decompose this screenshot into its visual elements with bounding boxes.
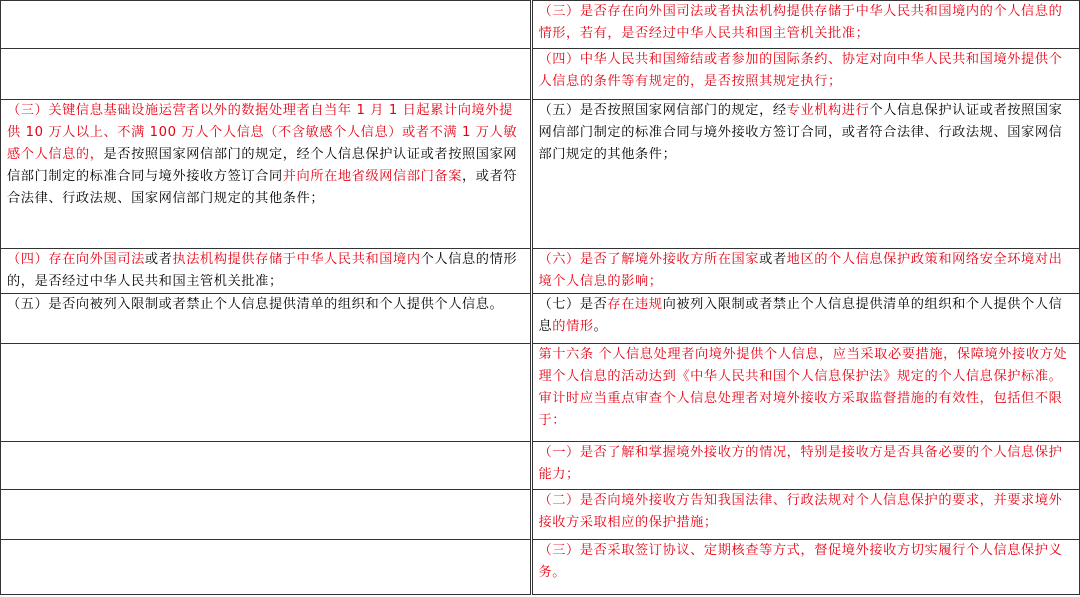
table-row [1, 442, 1080, 490]
table-body [1, 1, 1080, 595]
text-segment: （四）存在向外国司法 [7, 252, 145, 267]
text-segment: （四）中华人民共和国缔结或者参加的国际条约、协定对向中华人民共和国境外提供个人信息的条件等有规定的，是否按照其规定执行； [538, 52, 1063, 89]
old-provision-cell [1, 344, 532, 442]
table-row [1, 1, 1080, 49]
text-segment: （二）是否向境外接收方告知我国法律、行政法规对个人信息保护的要求，并要求境外接收方采取相应的保护措施； [538, 493, 1063, 530]
text-segment: （五）是否向被列入限制或者禁止个人信息提供清单的组织和个人提供个人信息。 [7, 297, 504, 312]
new-provision-cell [532, 249, 1080, 294]
old-provision-cell [1, 1, 532, 49]
text-segment: ，或者符合法律、行政法规、国家网信部门规定的其他条件； [7, 169, 518, 206]
text-segment: （六）是否了解境外接收方所在国家 [538, 252, 760, 267]
text-segment: 的情形 [552, 319, 594, 334]
new-provision-cell [532, 294, 1080, 344]
text-segment: 专业机构进行 [786, 103, 870, 118]
table-row [1, 294, 1080, 344]
text-segment: 是否按照国家网信部门的规定，经个人信息保护认证或者按照国家网信部门制定的标准合同与境外接收方签订合同 [7, 147, 518, 184]
text-segment: （三）是否存在向外国司法或者执法机构提供存储于中华人民共和国境内的个人信息的情形，若有，是否经过中华人民共和国主管机关批准； [538, 4, 1063, 41]
old-provision-cell [1, 249, 532, 294]
old-provision-cell [1, 294, 532, 344]
new-provision-cell [532, 49, 1080, 100]
table-row [1, 249, 1080, 294]
text-segment: 地区的个人信息保护政策和网络安全环境对出境个人信息的影响； [538, 252, 1063, 289]
new-provision-cell [532, 344, 1080, 442]
text-segment: 向被列入限制或者禁止个人信息提供清单的组织和个人提供个人信息 [538, 297, 1063, 334]
table-row [1, 540, 1080, 595]
text-segment: 个人信息保护认证或者按照国家网信部门制定的标准合同与境外接收方签订合同，或者符合法律、行政法规、国家网信部门规定的其他条件； [538, 103, 1063, 162]
text-segment: 个人信息的情形的，是否经过中华人民共和国主管机关批准； [7, 252, 518, 289]
text-segment: 。 [593, 319, 608, 334]
text-segment: 存在违规 [607, 297, 663, 312]
table-row [1, 49, 1080, 100]
text-segment: 执法机构提供存储于中华人民共和国境内 [172, 252, 421, 267]
text-segment: 或者 [759, 252, 787, 267]
new-provision-cell [532, 490, 1080, 540]
old-provision-cell [1, 540, 532, 595]
text-segment: （三）关键信息基础设施运营者以外的数据处理者自当年 1 月 1 日起累计向境外提供 10 万人以上、不满 100 万人个人信息（不含敏感个人信息）或者不满 1 万人敏感个人信息的， [7, 103, 518, 162]
text-segment: （一）是否了解和掌握境外接收方的情况，特别是接收方是否具备必要的个人信息保护能力； [538, 445, 1063, 482]
text-segment: （七）是否 [538, 297, 608, 312]
old-provision-cell [1, 100, 532, 249]
new-provision-cell [532, 442, 1080, 490]
table-row [1, 490, 1080, 540]
old-provision-cell [1, 490, 532, 540]
text-segment: 并向所在地省级网信部门备案 [282, 169, 462, 184]
text-segment: （五）是否按照国家网信部门的规定，经 [538, 103, 787, 118]
text-segment: 或者 [144, 252, 173, 267]
table-row [1, 344, 1080, 442]
new-provision-cell [532, 1, 1080, 49]
old-provision-cell [1, 442, 532, 490]
new-provision-cell [532, 540, 1080, 595]
text-segment: 第十六条 个人信息处理者向境外提供个人信息，应当采取必要措施，保障境外接收方处理个人信息的活动达到《中华人民共和国个人信息保护法》规定的个人信息保护标准。审计时应当重点审查个人信息处理者对境外接收方采取监督措施的有效性，包括但不限于： [538, 347, 1068, 428]
new-provision-cell [532, 100, 1080, 249]
table-row [1, 100, 1080, 249]
old-provision-cell [1, 49, 532, 100]
text-segment: （三）是否采取签订协议、定期核查等方式，督促境外接收方切实履行个人信息保护义务。 [538, 543, 1063, 580]
